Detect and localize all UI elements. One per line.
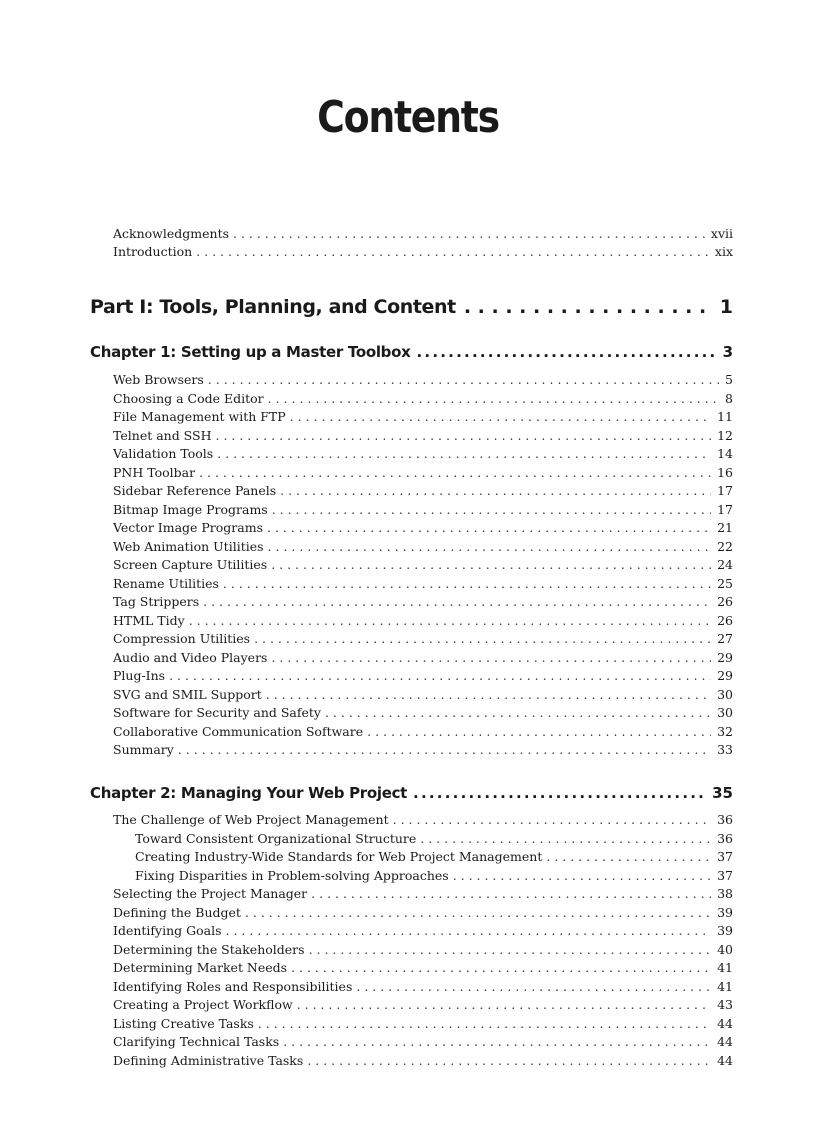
toc-entry-title: Rename Utilities [113, 575, 223, 593]
leader-dots [226, 922, 712, 940]
leader-dots [464, 296, 710, 318]
leader-dots [393, 811, 711, 829]
toc-entry[interactable] [113, 464, 733, 482]
toc-entry[interactable] [113, 941, 733, 959]
toc-chapter-heading[interactable] [90, 343, 733, 365]
toc-entry[interactable] [113, 704, 733, 722]
leader-dots [245, 904, 711, 922]
toc-chapter-heading[interactable] [90, 784, 733, 806]
toc-entry-title: Listing Creative Tasks [113, 1015, 258, 1033]
leader-dots [546, 848, 711, 866]
toc-entry[interactable] [113, 593, 733, 611]
toc-entry-page: 29 [717, 649, 733, 665]
toc-entry-title: HTML Tidy [113, 612, 189, 630]
leader-dots [217, 445, 711, 463]
toc-entry-page: 40 [717, 941, 733, 957]
toc-entry-title: Determining Market Needs [113, 959, 291, 977]
leader-dots [254, 630, 711, 648]
toc-entry[interactable] [113, 904, 733, 922]
leader-dots [280, 482, 711, 500]
toc-entry-title: The Challenge of Web Project Management [113, 811, 393, 829]
chapter-page: 35 [712, 784, 733, 802]
leader-dots [199, 464, 711, 482]
toc-entry-title: Web Animation Utilities [113, 538, 268, 556]
toc-entry-title: File Management with FTP [113, 408, 290, 426]
toc-entry-page: 26 [717, 612, 733, 628]
toc-entry-page: 44 [717, 1015, 733, 1031]
toc-entry-title: Compression Utilities [113, 630, 254, 648]
toc-entry-title: Acknowledgments [113, 225, 233, 243]
leader-dots [297, 996, 711, 1014]
toc-entry-title: Introduction [113, 243, 196, 261]
leader-dots [413, 784, 704, 802]
toc-entry[interactable] [113, 667, 733, 685]
toc-entry-title: Tag Strippers [113, 593, 203, 611]
toc-entry-page: 14 [717, 446, 733, 461]
toc-entry[interactable] [113, 649, 733, 667]
toc-entry-page: 36 [717, 830, 733, 846]
toc-entry-title: Defining Administrative Tasks [113, 1052, 307, 1070]
toc-entry-title: Choosing a Code Editor [113, 390, 268, 408]
toc-entry-page: 17 [717, 483, 733, 498]
toc-entry-title: Determining the Stakeholders [113, 941, 309, 959]
page-title: Contents [317, 92, 499, 143]
leader-dots [203, 593, 711, 611]
toc-entry-page: xvii [710, 226, 733, 241]
toc-entry-page: 22 [717, 538, 733, 554]
toc-entry-title: Toward Consistent Organizational Structure [135, 830, 420, 848]
toc-entry[interactable] [113, 630, 733, 648]
toc-entry-title: Web Browsers [113, 371, 208, 389]
toc-entry[interactable] [113, 959, 733, 977]
leader-dots [216, 427, 712, 445]
leader-dots [223, 575, 711, 593]
toc-entry[interactable] [113, 811, 733, 829]
leader-dots [271, 556, 711, 574]
toc-entry[interactable] [113, 885, 733, 903]
toc-entry-page: 27 [717, 631, 733, 646]
toc-entry[interactable] [113, 371, 733, 389]
toc-entry[interactable] [113, 575, 733, 593]
toc-entry-page: 33 [717, 742, 733, 757]
toc-entry[interactable] [135, 867, 733, 885]
toc-entry-title: Creating Industry-Wide Standards for Web Project Management [135, 848, 546, 866]
toc-entry-page: 17 [717, 501, 733, 517]
toc-entry[interactable] [113, 519, 733, 537]
toc-entry[interactable] [113, 482, 733, 500]
leader-dots [307, 1052, 711, 1070]
toc-entry[interactable] [113, 723, 733, 741]
leader-dots [417, 343, 715, 361]
toc-entry[interactable] [113, 1015, 733, 1033]
toc-entry-title: Software for Security and Safety [113, 704, 325, 722]
toc-entry-page: 43 [717, 997, 733, 1012]
toc-part-heading[interactable] [90, 296, 733, 322]
leader-dots [178, 741, 711, 759]
toc-entry-page: 29 [717, 668, 733, 683]
leader-dots [196, 243, 709, 261]
toc-entry-page: 21 [717, 520, 733, 535]
leader-dots [266, 686, 711, 704]
toc-entry-page: 25 [717, 575, 733, 591]
leader-dots [309, 941, 712, 959]
chapter-page: 3 [722, 343, 733, 361]
leader-dots [268, 538, 712, 556]
toc-entry-page: 32 [717, 723, 733, 739]
leader-dots [325, 704, 711, 722]
toc-entry-title: Plug-Ins [113, 667, 169, 685]
leader-dots [189, 612, 711, 630]
toc-entry-page: 38 [717, 886, 733, 901]
toc-entry-title: Selecting the Project Manager [113, 885, 311, 903]
leader-dots [283, 1033, 711, 1051]
leader-dots [290, 408, 711, 426]
toc-entry-page: 24 [717, 557, 733, 572]
leader-dots [311, 885, 711, 903]
toc-entry[interactable] [113, 408, 733, 426]
leader-dots [169, 667, 711, 685]
toc-entry-title: Fixing Disparities in Problem-solving Approaches [135, 867, 453, 885]
toc-entry-title: SVG and SMIL Support [113, 686, 266, 704]
leader-dots [258, 1015, 711, 1033]
toc-entry-page: 30 [717, 686, 733, 702]
toc-entry-title: Audio and Video Players [113, 649, 271, 667]
toc-entry[interactable] [113, 445, 733, 463]
leader-dots [268, 390, 719, 408]
toc-entry-title: Summary [113, 741, 178, 759]
toc-entry[interactable] [113, 978, 733, 996]
toc-entry[interactable] [113, 390, 733, 408]
toc-entry[interactable] [135, 830, 733, 848]
toc-entry-title: Screen Capture Utilities [113, 556, 271, 574]
toc-entry-page: 26 [717, 594, 733, 609]
leader-dots [356, 978, 711, 996]
toc-entry[interactable] [113, 427, 733, 445]
leader-dots [367, 723, 711, 741]
toc-entry-page: 41 [717, 978, 733, 994]
leader-dots [271, 649, 711, 667]
part-title: Part I: Tools, Planning, and Content [90, 296, 456, 318]
toc-entry[interactable] [113, 686, 733, 704]
toc-entry[interactable] [113, 556, 733, 574]
toc-entry[interactable] [113, 612, 733, 630]
toc-entry-title: PNH Toolbar [113, 464, 199, 482]
toc-entry[interactable] [113, 1052, 733, 1070]
toc-entry-page: 44 [717, 1034, 733, 1049]
toc-entry-title: Collaborative Communication Software [113, 723, 367, 741]
toc-entry-front[interactable] [113, 243, 733, 261]
toc-entry-title: Sidebar Reference Panels [113, 482, 280, 500]
toc-entry-page: 8 [725, 390, 733, 406]
toc-entry[interactable] [113, 538, 733, 556]
chapter-title: Chapter 2: Managing Your Web Project [90, 784, 408, 802]
toc-entry[interactable] [135, 848, 733, 866]
toc-entry-page: xix [714, 244, 733, 259]
toc-entry-page: 11 [717, 409, 733, 424]
toc-entry-page: 36 [717, 812, 733, 827]
leader-dots [291, 959, 711, 977]
leader-dots [208, 371, 719, 389]
leader-dots [420, 830, 711, 848]
toc-entry[interactable] [113, 741, 733, 759]
toc-entry-title: Bitmap Image Programs [113, 501, 272, 519]
toc-entry-page: 39 [717, 923, 733, 938]
toc-entry-title: Telnet and SSH [113, 427, 216, 445]
toc-entry-page: 12 [717, 427, 733, 443]
toc-entry-title: Clarifying Technical Tasks [113, 1033, 283, 1051]
chapter-title: Chapter 1: Setting up a Master Toolbox [90, 343, 411, 361]
toc-entry-page: 30 [717, 705, 733, 720]
toc-entry-page: 37 [717, 867, 733, 883]
leader-dots [233, 225, 705, 243]
toc-entry-page: 41 [717, 960, 733, 975]
toc-entry-title: Vector Image Programs [113, 519, 267, 537]
toc-entry-title: Identifying Goals [113, 922, 226, 940]
toc-entry-page: 37 [717, 849, 733, 864]
toc-entry[interactable] [113, 501, 733, 519]
toc-entry-title: Creating a Project Workflow [113, 996, 297, 1014]
toc-entry-title: Validation Tools [113, 445, 217, 463]
leader-dots [453, 867, 711, 885]
part-page: 1 [719, 296, 733, 318]
toc-entry[interactable] [113, 922, 733, 940]
toc-entry-title: Defining the Budget [113, 904, 245, 922]
toc-entry-front[interactable] [113, 225, 733, 243]
toc-entry-page: 5 [725, 372, 733, 387]
leader-dots [267, 519, 711, 537]
leader-dots [272, 501, 711, 519]
toc-entry[interactable] [113, 996, 733, 1014]
toc-entry-page: 16 [717, 464, 733, 480]
toc-entry-page: 39 [717, 904, 733, 920]
toc-entry-page: 44 [717, 1052, 733, 1068]
toc-entry-title: Identifying Roles and Responsibilities [113, 978, 356, 996]
toc-entry[interactable] [113, 1033, 733, 1051]
